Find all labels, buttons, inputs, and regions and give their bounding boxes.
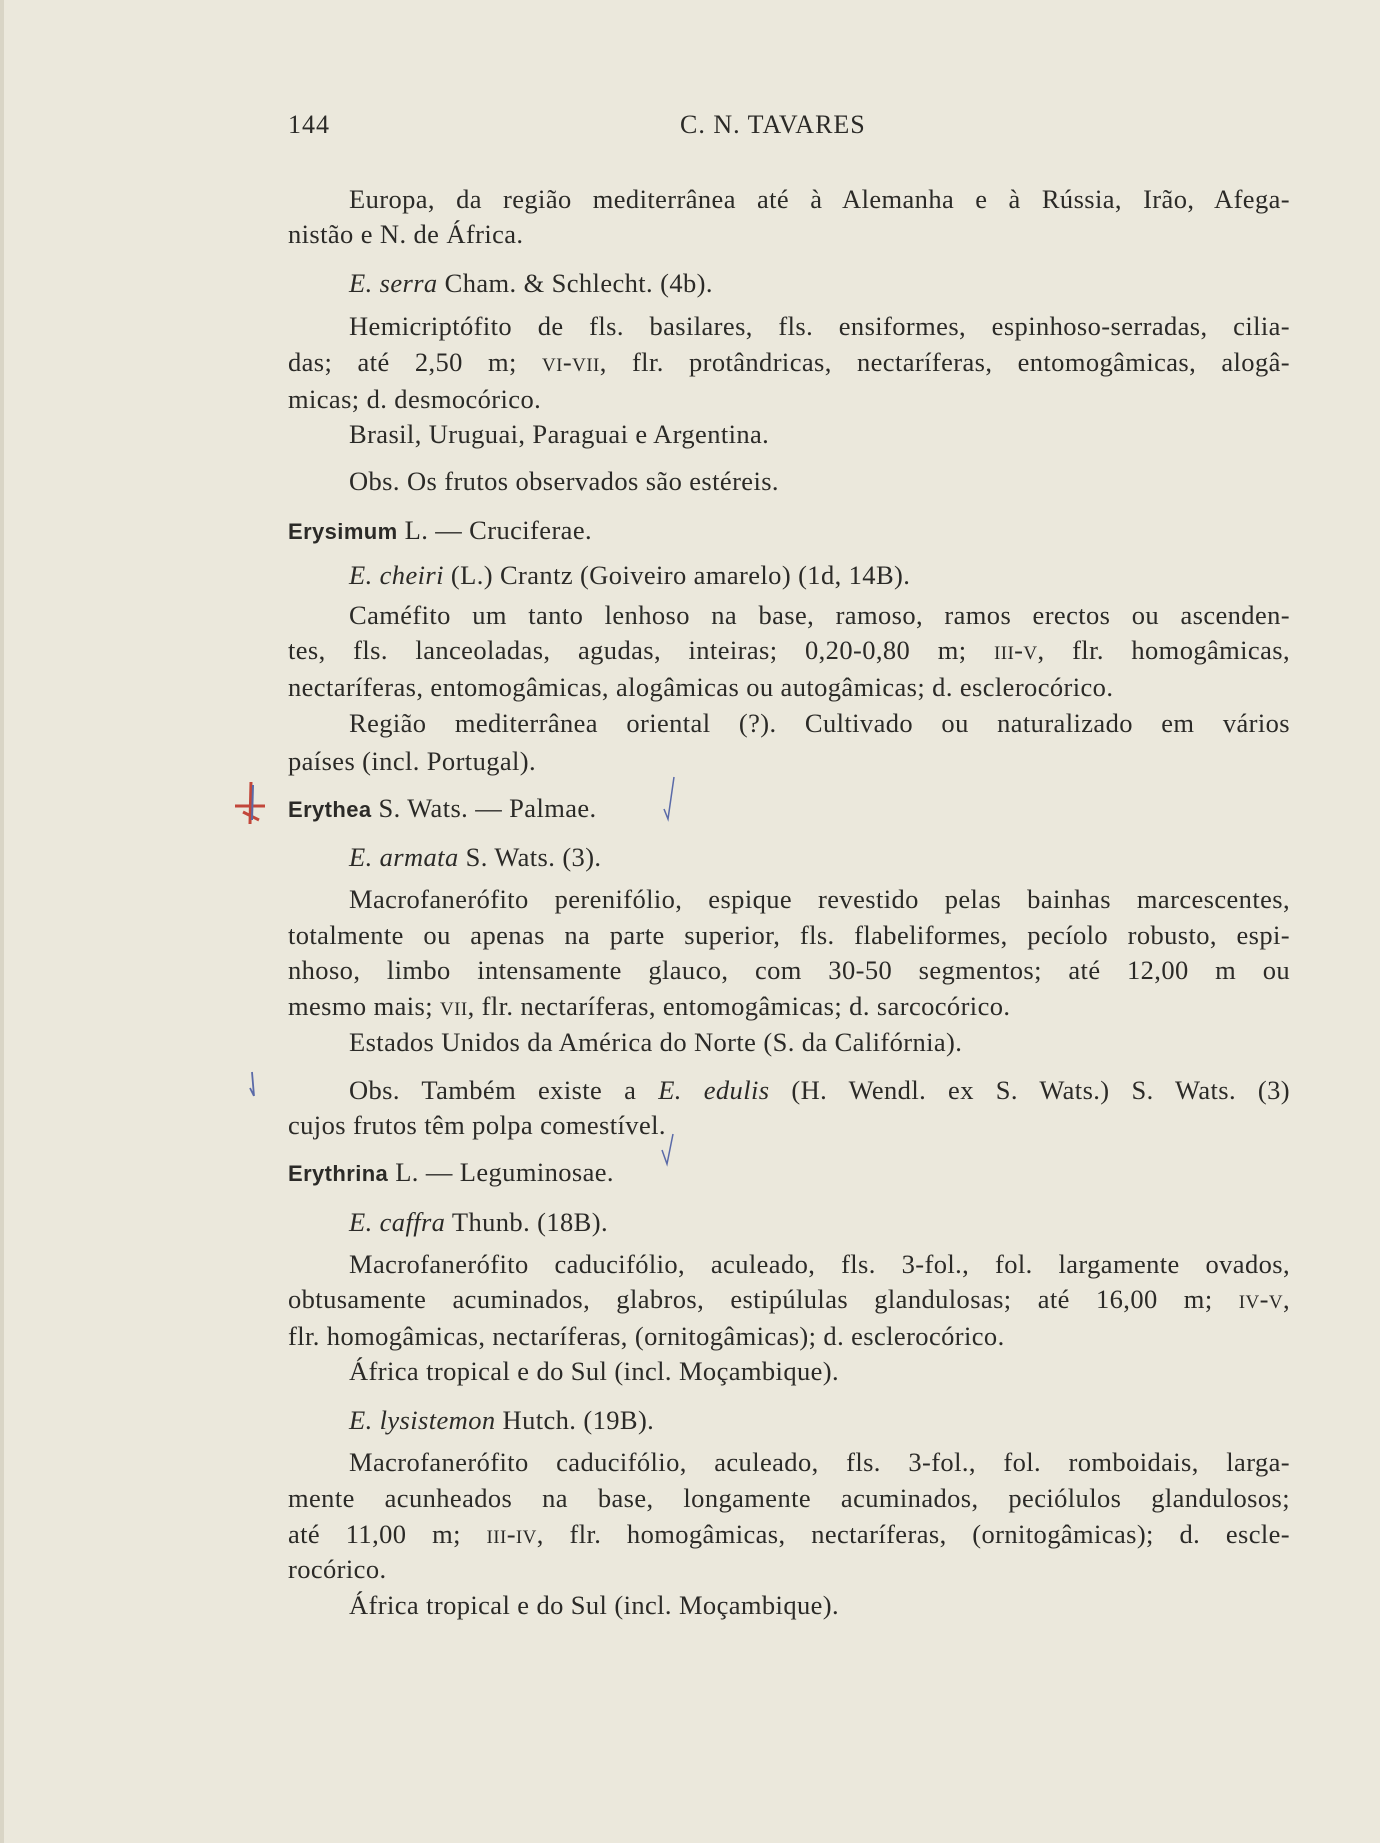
text-segment: África tropical e do Sul (incl. Moçambique). xyxy=(349,1589,840,1620)
text-segment: Macrofanerófito caducifólio, aculeado, fls. 3-fol., fol. largamente ovados, xyxy=(349,1248,1290,1279)
species-name: E. edulis xyxy=(658,1074,770,1105)
text-line xyxy=(349,706,1290,740)
text-segment: África tropical e do Sul (incl. Moçambique). xyxy=(349,1355,840,1386)
text-line xyxy=(288,791,1290,827)
text-segment: tes, fls. lanceoladas, agudas, inteiras; 0,20-0,80 m; xyxy=(288,635,994,666)
text-line xyxy=(288,1282,1290,1316)
text-segment: Hutch. (19B). xyxy=(495,1405,655,1436)
text-line xyxy=(349,882,1290,916)
text-line xyxy=(288,1517,1290,1551)
page-number: 144 xyxy=(288,110,330,139)
text-segment: (L.) Crantz (Goiveiro amarelo) (1d, 14B). xyxy=(443,559,911,590)
text-segment: iii-v xyxy=(994,635,1038,666)
text-line xyxy=(349,1403,1290,1437)
running-title: C. N. TAVARES xyxy=(680,110,866,139)
text-line xyxy=(288,744,1290,778)
text-segment: até 11,00 m; xyxy=(288,1519,487,1550)
text-segment: (H. Wendl. ex S. Wats.) S. Wats. (3) xyxy=(769,1074,1291,1105)
text-segment: flr. homogâmicas, nectaríferas, (ornitogâmicas); d. esclerocórico. xyxy=(288,1320,1005,1351)
text-segment: nectaríferas, entomogâmicas, alogâmicas ou autogâmicas; d. esclerocórico. xyxy=(288,671,1114,702)
check-mark-icon xyxy=(660,775,680,825)
text-segment: mesmo mais; xyxy=(288,991,441,1022)
text-line xyxy=(349,464,1290,498)
species-name: E. caffra xyxy=(349,1206,446,1237)
text-segment: Thunb. (18B). xyxy=(445,1206,608,1237)
text-segment: Obs. Os frutos observados são estéreis. xyxy=(349,465,779,496)
text-segment: Hemicriptófito de fls. basilares, fls. ensiformes, espinhoso-serradas, cilia- xyxy=(349,310,1290,341)
text-line xyxy=(349,1205,1290,1239)
species-name: E. armata xyxy=(349,842,459,873)
text-segment: Estados Unidos da América do Norte (S. da Califórnia). xyxy=(349,1026,963,1057)
text-segment: Europa, da região mediterrânea até à Alemanha e à Rússia, Irão, Afega- xyxy=(349,183,1290,214)
text-line xyxy=(288,382,1290,416)
text-line xyxy=(349,1073,1290,1107)
text-segment: , flr. protândricas, nectaríferas, entomogâmicas, alogâ- xyxy=(599,347,1290,378)
text-segment: , flr. homogâmicas, nectaríferas, (ornitogâmicas); d. escle- xyxy=(536,1519,1290,1550)
text-line xyxy=(288,953,1290,987)
text-line xyxy=(288,217,1290,251)
text-line xyxy=(349,1025,1290,1059)
text-segment: iv-v xyxy=(1238,1284,1283,1315)
text-segment: obtusamente acuminados, glabros, estipúlulas glandulosas; até 16,00 m; xyxy=(288,1284,1239,1315)
text-line xyxy=(349,417,1290,451)
text-segment: totalmente ou apenas na parte superior, fls. flabeliformes, pecíolo robusto, espi- xyxy=(288,919,1290,950)
text-segment: Região mediterrânea oriental (?). Cultivado ou naturalizado em vários xyxy=(349,708,1290,739)
text-segment: Macrofanerófito caducifólio, aculeado, fls. 3-fol., fol. romboidais, larga- xyxy=(349,1447,1290,1478)
text-line xyxy=(288,1481,1290,1515)
text-segment: micas; d. desmocórico. xyxy=(288,383,542,414)
check-mark-icon xyxy=(660,1132,680,1172)
text-line xyxy=(288,918,1290,952)
species-name: E. serra xyxy=(349,268,438,299)
text-segment: , xyxy=(1282,1284,1290,1315)
text-segment: Brasil, Uruguai, Paraguai e Argentina. xyxy=(349,418,770,449)
text-line xyxy=(349,598,1290,632)
text-line xyxy=(349,1445,1290,1479)
text-segment: Obs. Também existe a xyxy=(349,1074,659,1105)
text-line xyxy=(349,266,1290,300)
text-segment: vii xyxy=(440,991,468,1022)
genus-heading: Erythrina xyxy=(288,1161,389,1187)
text-line xyxy=(349,182,1290,216)
red-pencil-mark-icon xyxy=(225,780,275,830)
text-segment: nhoso, limbo intensamente glauco, com 30-50 segmentos; até 12,00 m ou xyxy=(288,954,1290,985)
text-segment: vi-vii xyxy=(542,347,600,378)
text-line xyxy=(288,633,1290,667)
text-line xyxy=(349,840,1290,874)
tick-mark-icon xyxy=(246,1070,260,1100)
text-segment: iii-iv xyxy=(486,1519,537,1550)
text-segment: das; até 2,50 m; xyxy=(288,347,543,378)
text-segment: L. — Cruciferae. xyxy=(397,515,593,546)
text-line xyxy=(288,345,1290,379)
text-segment: mente acunheados na base, longamente acuminados, peciólulos glandulosos; xyxy=(288,1482,1290,1513)
text-line xyxy=(288,1319,1290,1353)
text-line xyxy=(349,1588,1290,1622)
text-segment: Caméfito um tanto lenhoso na base, ramoso, ramos erectos ou ascenden- xyxy=(349,599,1290,630)
text-line xyxy=(288,670,1290,704)
text-segment: cujos frutos têm polpa comestível. xyxy=(288,1110,666,1141)
text-segment: S. Wats. (3). xyxy=(458,842,602,873)
text-line xyxy=(288,1108,1290,1142)
genus-heading: Erythea xyxy=(288,796,372,822)
text-segment: L. — Leguminosae. xyxy=(388,1157,614,1188)
text-segment: Cham. & Schlecht. (4b). xyxy=(437,268,713,299)
text-line xyxy=(288,1155,1290,1191)
text-segment: rocórico. xyxy=(288,1554,387,1585)
text-line xyxy=(349,558,1290,592)
text-line xyxy=(288,1552,1290,1586)
text-segment: , flr. nectaríferas, entomogâmicas; d. sarcocórico. xyxy=(467,991,1011,1022)
text-line xyxy=(288,513,1290,549)
text-line xyxy=(349,309,1290,343)
text-segment: países (incl. Portugal). xyxy=(288,745,537,776)
text-line xyxy=(288,989,1290,1023)
text-segment: , flr. homogâmicas, xyxy=(1037,635,1290,666)
page-edge xyxy=(0,0,4,1843)
text-line xyxy=(349,1354,1290,1388)
text-segment: nistão e N. de África. xyxy=(288,219,524,250)
text-line xyxy=(349,1247,1290,1281)
species-name: E. lysistemon xyxy=(349,1405,496,1436)
genus-heading: Erysimum xyxy=(288,519,398,545)
text-segment: Macrofanerófito perenifólio, espique revestido pelas bainhas marcescentes, xyxy=(349,884,1290,915)
text-segment: S. Wats. — Palmae. xyxy=(371,792,597,823)
species-name: E. cheiri xyxy=(349,559,444,590)
